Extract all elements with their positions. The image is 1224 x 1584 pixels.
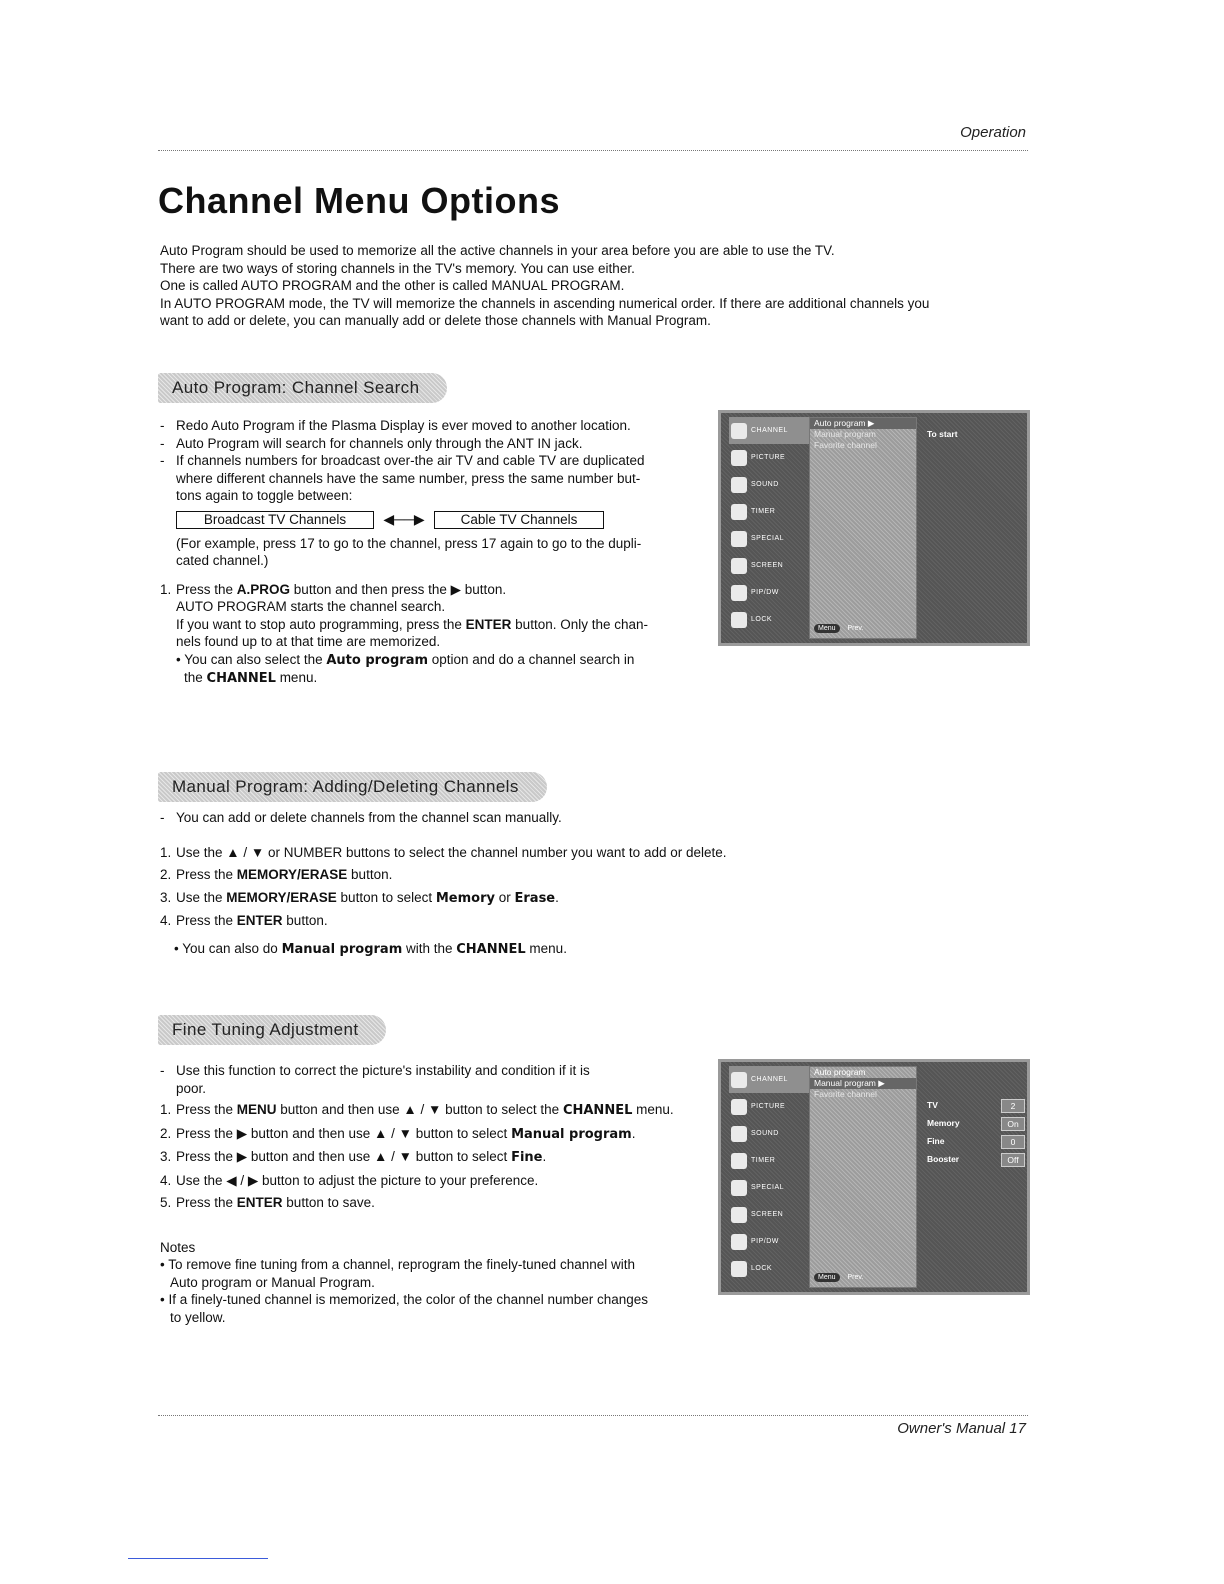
example-note: (For example, press 17 to go to the channel, press 17 again to go to the dupli- cated channel.) [176,535,642,568]
osd-sidebar-item: SPECIAL [729,1174,809,1201]
osd-sidebar-item: PICTURE [729,444,809,471]
osd-option: Favorite channel [814,1089,877,1099]
page-title: Channel Menu Options [158,180,560,221]
osd-setting-label: Memory [927,1118,960,1128]
osd-sidebar-item: PICTURE [729,1093,809,1120]
manual-program-body [160,809,860,958]
step-item: 2. Press the MEMORY/ERASE button. [160,867,393,882]
step-item: 1. Press the A.PROG button and then press the ▶ button. AUTO PROGRAM starts the channel search. If you want to stop auto programming, press the ENTER button. Only the chan- nels found up to at that time are memorized. • You can also select the Auto program option and do a channel search in the CHANNEL menu. [160,581,649,686]
channel-icon [731,1072,747,1088]
step-item: 2. Press the ▶ button and then use ▲ / ▼ button to select Manual program. [160,1125,636,1142]
osd-sidebar-item: SPECIAL [729,525,809,552]
notes-title: Notes [160,1239,196,1255]
osd-setting-value: 0 [1001,1135,1025,1149]
osd-submenu [809,1066,917,1288]
osd-sidebar-item: SCREEN [729,1201,809,1228]
intro-line: want to add or delete, you can manually add or delete those channels with Manual Program. [160,313,711,328]
note-item: • If a finely-tuned channel is memorized, the color of the channel number changes [160,1292,649,1307]
lock-icon [731,612,747,628]
channel-icon [731,423,747,439]
screen-icon [731,558,747,574]
to-start-label: To start [927,429,958,439]
picture-icon [731,450,747,466]
double-arrow-icon: ◀──▶ [383,510,425,527]
special-icon [731,1180,747,1196]
osd-footer: Menu Prev. [814,1274,871,1281]
header-divider [158,150,1028,151]
channel-toggle-diagram [176,511,710,529]
osd-setting-label: Booster [927,1154,960,1164]
footer-page-label: Owner's Manual 17 [897,1420,1026,1437]
step-item: 5. Press the ENTER button to save. [160,1195,375,1210]
bottom-link-underline [128,1558,268,1559]
osd-sidebar-item: SCREEN [729,552,809,579]
intro-paragraph [160,242,1040,330]
osd-footer: Menu Prev. [814,625,871,632]
osd-sidebar-item: SOUND [729,471,809,498]
step-item: 3. Press the ▶ button and then use ▲ / ▼ button to select Fine. [160,1149,547,1165]
pip-icon [731,1234,747,1250]
intro-line: There are two ways of storing channels in the TV's memory. You can use either. [160,260,635,276]
osd-sidebar [729,417,809,633]
intro-line: In AUTO PROGRAM mode, the TV will memorize the channels in ascending numerical order. If there are additional channels you [160,295,930,311]
section-heading-auto-program: Auto Program: Channel Search [158,373,447,403]
note-item: • To remove fine tuning from a channel, reprogram the finely-tuned channel with [160,1257,635,1272]
intro-line: Auto Program should be used to memorize all the active channels in your area before you are able to use the TV. [160,243,835,258]
sound-icon [731,477,747,493]
header-section-label: Operation [960,124,1026,141]
osd-detail-panel [917,417,1023,639]
section-heading-fine-tuning: Fine Tuning Adjustment [158,1015,386,1045]
osd-sidebar-item: PIP/DW [729,1228,809,1255]
bullet-item: - Use this function to correct the picture's instability and condition if it is poor. [160,1063,590,1096]
tv-menu-screenshot-auto-program [718,410,1030,646]
osd-sidebar-item: CHANNEL [729,417,809,444]
osd-sidebar-item: CHANNEL [729,1066,809,1093]
footer-divider [158,1415,1028,1416]
intro-line: One is called AUTO PROGRAM and the other is called MANUAL PROGRAM. [160,278,625,293]
osd-option: Auto program [814,1067,866,1077]
osd-sidebar-item: TIMER [729,1147,809,1174]
step-item: 4. Use the ◀ / ▶ button to adjust the picture to your preference. [160,1172,539,1188]
step-item: 1. Use the ▲ / ▼ or NUMBER buttons to select the channel number you want to add or delete. [160,844,727,860]
osd-sidebar [729,1066,809,1282]
fine-tuning-body [160,1062,710,1326]
auto-program-body [160,417,710,688]
osd-submenu [809,417,917,639]
osd-setting-label: Fine [927,1136,945,1146]
note-item: Auto program or Manual Program. [170,1274,375,1290]
osd-setting-value: Off [1001,1153,1025,1167]
osd-option: Favorite channel [814,440,877,450]
osd-sidebar-item: LOCK [729,1255,809,1282]
osd-sidebar-item: SOUND [729,1120,809,1147]
bullet-item: - Redo Auto Program if the Plasma Display is ever moved to another location. [160,418,631,433]
tv-menu-screenshot-fine-tuning [718,1059,1030,1295]
osd-sidebar-item: LOCK [729,606,809,633]
bullet-item: - Auto Program will search for channels only through the ANT IN jack. [160,435,583,451]
bullet-item: - You can add or delete channels from the channel scan manually. [160,810,562,825]
osd-setting-value: 2 [1001,1099,1025,1113]
osd-option: Manual program ▶ [810,1078,916,1089]
broadcast-tv-channels-box: Broadcast TV Channels [176,511,374,529]
osd-option: Manual program [814,429,876,439]
manual-note: • You can also do Manual program with the CHANNEL menu. [174,940,567,957]
step-item: 4. Press the ENTER button. [160,913,328,928]
section-heading-manual-program: Manual Program: Adding/Deleting Channels [158,772,547,802]
note-item: to yellow. [170,1309,226,1325]
picture-icon [731,1099,747,1115]
osd-setting-value: On [1001,1117,1025,1131]
sound-icon [731,1126,747,1142]
step-item: 3. Use the MEMORY/ERASE button to select Memory or Erase. [160,889,559,906]
osd-sidebar-item: TIMER [729,498,809,525]
cable-tv-channels-box: Cable TV Channels [434,511,604,529]
osd-setting-label: TV [927,1100,938,1110]
screen-icon [731,1207,747,1223]
pip-icon [731,585,747,601]
step-item: 1. Press the MENU button and then use ▲ / ▼ button to select the CHANNEL menu. [160,1102,674,1118]
timer-icon [731,504,747,520]
lock-icon [731,1261,747,1277]
osd-detail-panel [917,1066,1023,1288]
bullet-item: - If channels numbers for broadcast over-the air TV and cable TV are duplicated where different channels have the same number, press the same number but- tons again to toggle between: [160,453,645,503]
special-icon [731,531,747,547]
osd-option: Auto program ▶ [810,418,916,429]
timer-icon [731,1153,747,1169]
osd-sidebar-item: PIP/DW [729,579,809,606]
